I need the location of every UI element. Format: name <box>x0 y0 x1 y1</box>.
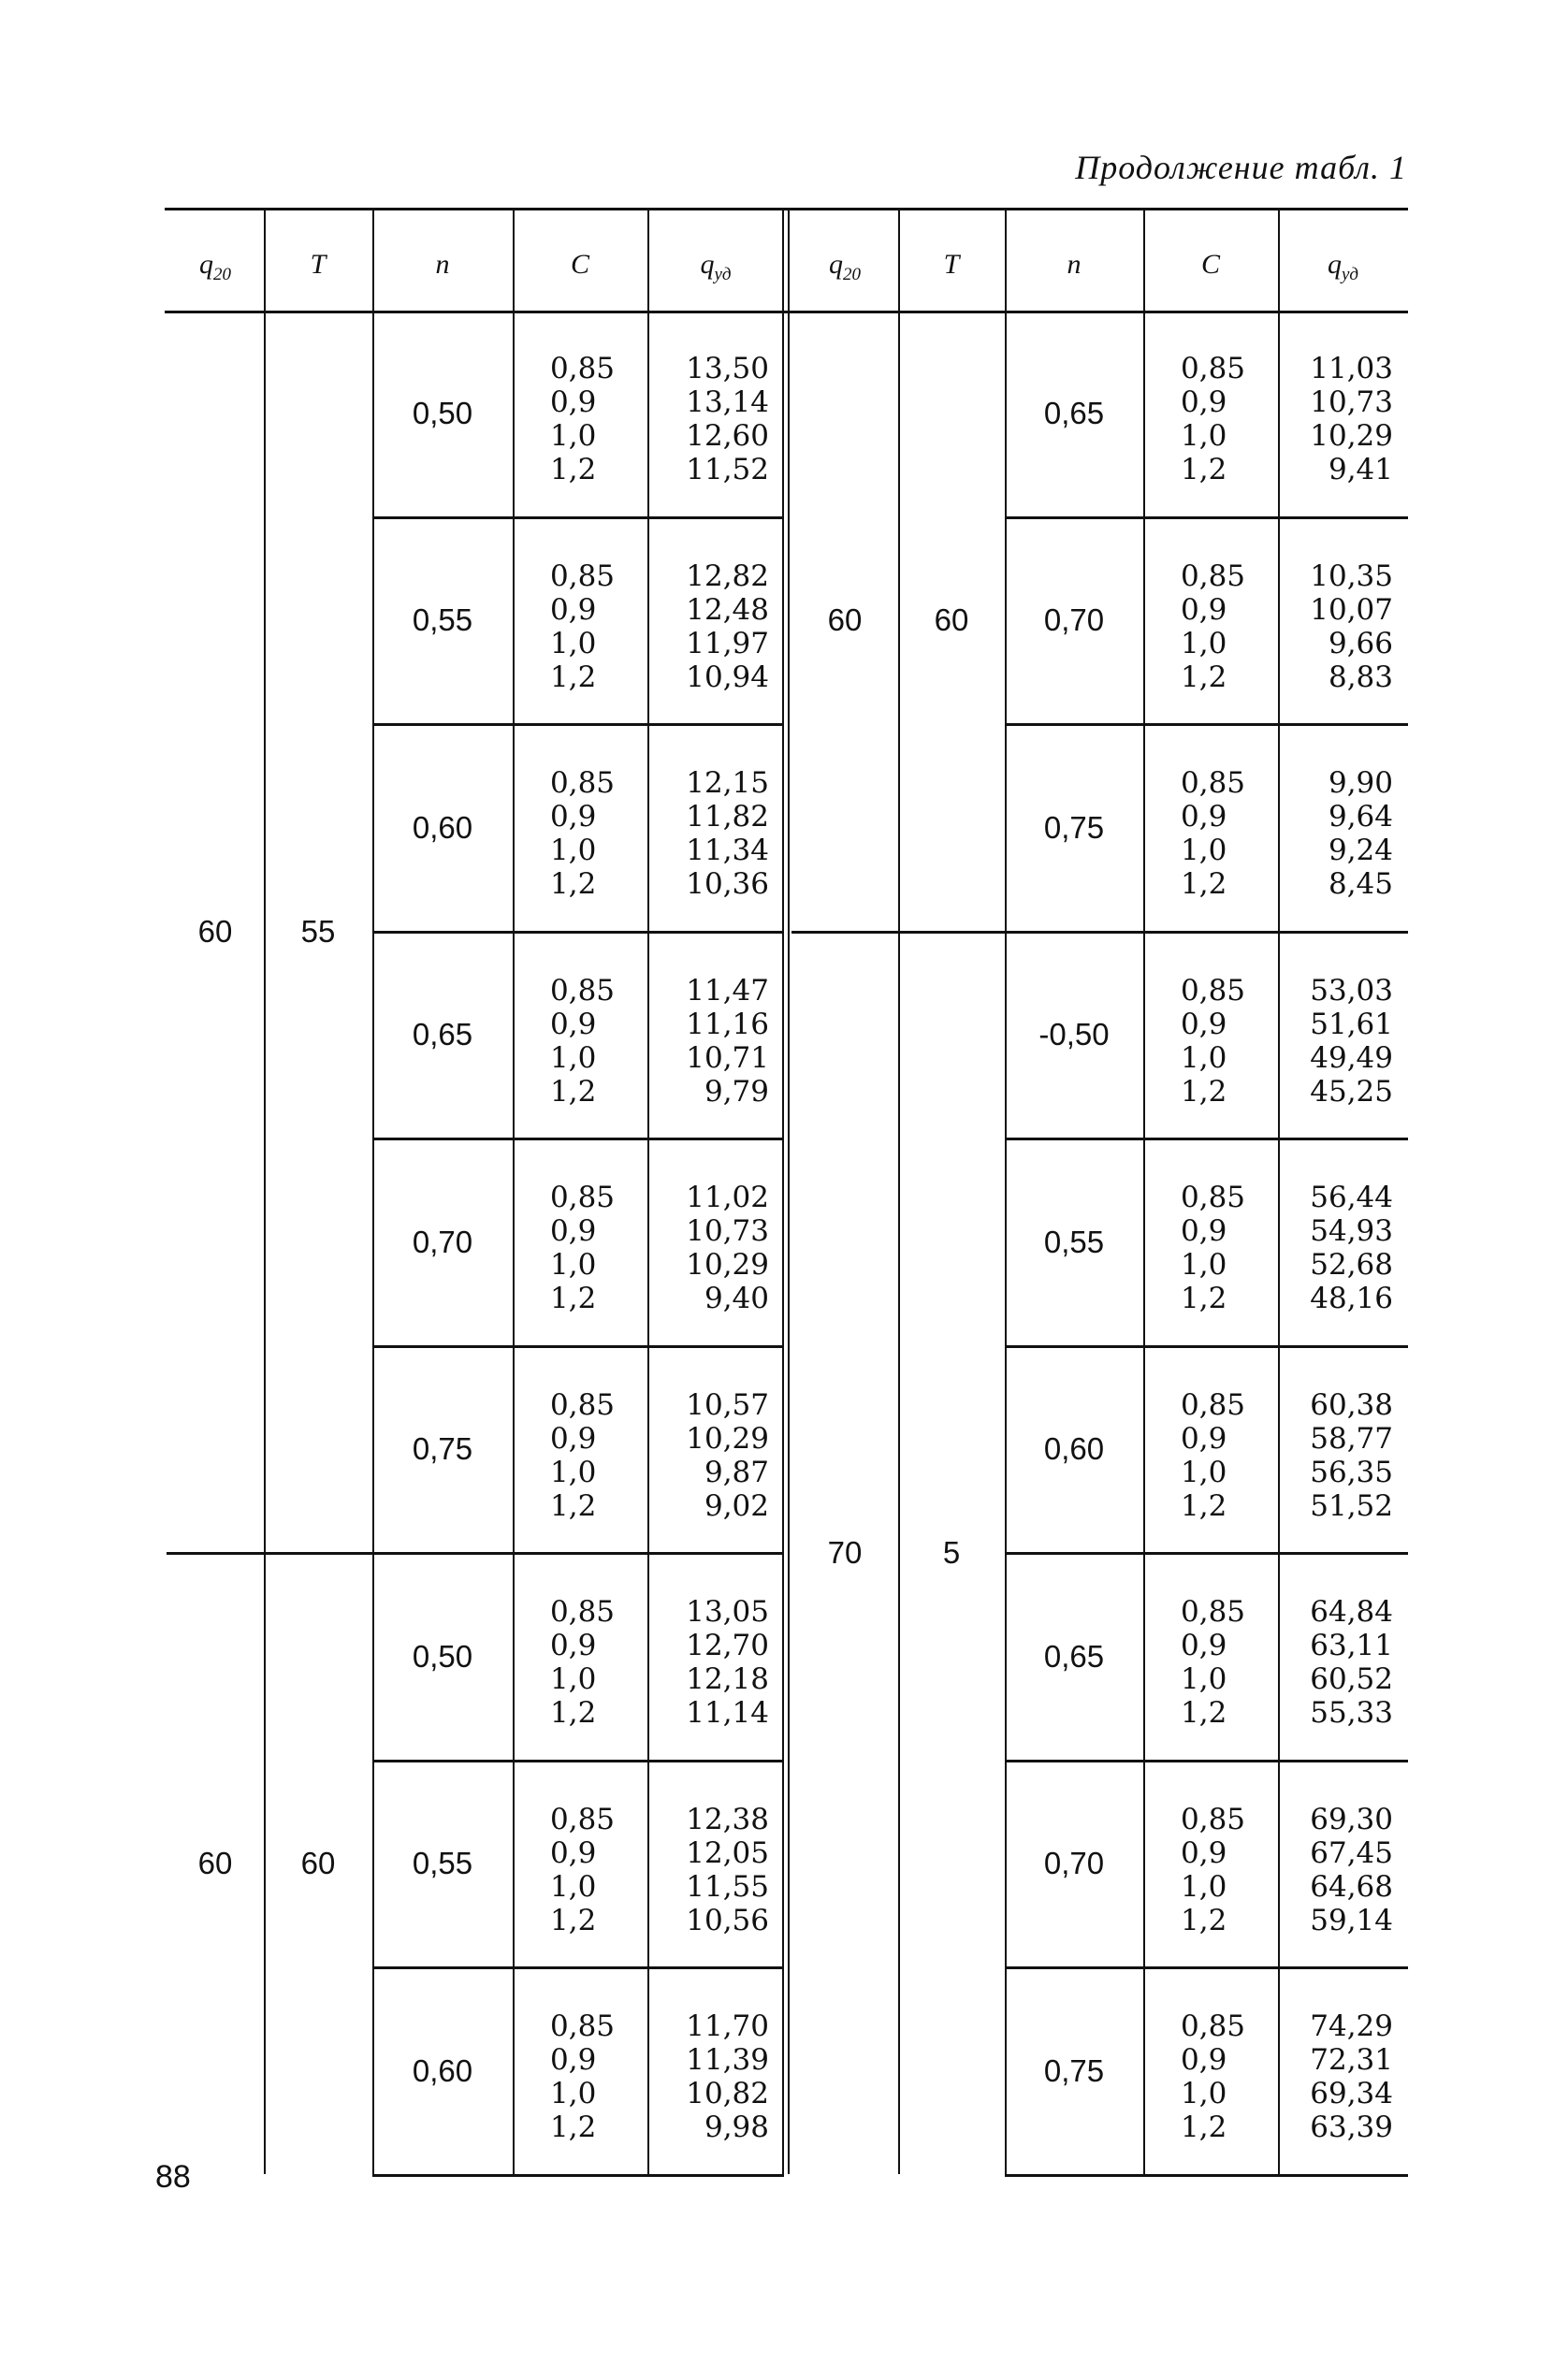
c-value: 1,2 <box>1181 1282 1227 1315</box>
q-value: 11,39 <box>686 2043 769 2077</box>
q-value: 10,35 <box>1310 558 1393 593</box>
q-value: 59,14 <box>1310 1903 1393 1937</box>
c-value: 0,85 <box>550 1595 616 1629</box>
c-value: 0,9 <box>1181 1835 1227 1870</box>
c-value: 1,2 <box>1181 2110 1227 2144</box>
q-value: 52,68 <box>1310 1248 1393 1282</box>
q-value: 12,48 <box>686 592 769 627</box>
c-value: 1,0 <box>550 1662 597 1696</box>
q-value: 11,03 <box>1310 352 1393 385</box>
q-value: 12,15 <box>686 766 769 800</box>
left-c-values <box>550 974 615 1109</box>
left-q-values <box>666 1595 769 1730</box>
q-value: 56,44 <box>1310 1181 1393 1214</box>
c-value: 0,85 <box>550 558 616 593</box>
center-double-rule <box>788 208 790 2174</box>
c-value: 0,9 <box>550 1835 597 1870</box>
row-separator <box>372 723 784 726</box>
right-q20-cell: 70 <box>827 1535 863 1570</box>
c-value: 1,2 <box>1181 1488 1227 1523</box>
c-value: 0,85 <box>1181 1387 1246 1422</box>
c-value: 0,85 <box>1181 352 1246 385</box>
column-header <box>167 249 264 285</box>
right-q-values <box>1297 1181 1393 1315</box>
column-header <box>1005 249 1143 281</box>
q-value: 12,05 <box>686 1835 769 1870</box>
q-value: 10,07 <box>1310 592 1393 627</box>
column-header-symbol: q <box>199 249 213 280</box>
q-value: 11,47 <box>686 973 769 1008</box>
q-value: 67,45 <box>1310 1835 1393 1870</box>
c-value: 1,0 <box>550 2077 597 2110</box>
column-header-symbol: T <box>310 249 327 280</box>
q-value: 13,50 <box>686 352 769 385</box>
q-value: 9,41 <box>1328 453 1393 486</box>
q-value: 49,49 <box>1310 1040 1393 1075</box>
q-value: 12,60 <box>686 419 769 453</box>
q-value: 11,82 <box>686 800 769 834</box>
c-value: 1,0 <box>1181 2077 1227 2110</box>
c-value: 1,2 <box>550 660 597 694</box>
c-value: 1,0 <box>1181 1455 1227 1489</box>
c-value: 1,2 <box>1181 660 1227 694</box>
right-c-values <box>1181 559 1245 694</box>
row-separator <box>372 1760 784 1762</box>
q-value: 10,71 <box>686 1040 769 1075</box>
c-value: 0,85 <box>1181 558 1246 593</box>
c-value: 1,0 <box>550 419 597 453</box>
q-value: 11,16 <box>686 1007 769 1041</box>
left-c-values <box>550 2009 615 2144</box>
left-divider <box>513 208 515 2174</box>
q-value: 64,68 <box>1310 1869 1393 1904</box>
q-value: 11,55 <box>686 1869 769 1904</box>
right-c-values <box>1181 1595 1245 1730</box>
left-q-values <box>666 766 769 901</box>
q-value: 13,14 <box>686 385 769 419</box>
left-t-cell: 60 <box>300 1846 336 1881</box>
q-value: 9,64 <box>1328 800 1393 834</box>
c-value: 1,2 <box>1181 1903 1227 1937</box>
c-value: 1,0 <box>550 1455 597 1489</box>
column-header-subscript: уд <box>1342 265 1358 284</box>
right-c-values <box>1181 1803 1245 1937</box>
column-header-symbol: T <box>943 249 960 280</box>
c-value: 0,9 <box>1181 2043 1227 2077</box>
q-value: 58,77 <box>1310 1421 1393 1456</box>
c-value: 1,0 <box>1181 419 1227 453</box>
left-t-cell: 55 <box>300 913 336 949</box>
right-c-values <box>1181 1388 1245 1523</box>
column-header <box>1143 249 1278 281</box>
right-q-values <box>1297 559 1393 694</box>
page-number: 88 <box>155 2159 191 2195</box>
right-divider <box>1278 208 1280 2174</box>
c-value: 0,9 <box>550 1421 597 1456</box>
q-value: 12,82 <box>686 558 769 593</box>
c-value: 0,85 <box>1181 2009 1246 2043</box>
q-value: 12,70 <box>686 1629 769 1662</box>
q-value: 9,98 <box>704 2110 769 2144</box>
left-q-values <box>666 1388 769 1523</box>
c-value: 0,9 <box>1181 1007 1227 1041</box>
left-q20-cell: 60 <box>197 913 233 949</box>
left-q-values <box>666 1803 769 1937</box>
c-value: 0,85 <box>550 1802 616 1836</box>
right-n-cell: 0,75 <box>1043 2052 1105 2088</box>
c-value: 0,85 <box>550 2009 616 2043</box>
q-value: 10,29 <box>1310 419 1393 453</box>
q-value: 63,11 <box>1310 1629 1393 1662</box>
q-value: 9,40 <box>704 1282 769 1315</box>
q-value: 72,31 <box>1310 2043 1393 2077</box>
c-value: 0,85 <box>1181 1802 1246 1836</box>
c-value: 1,2 <box>1181 453 1227 486</box>
right-t-cell: 60 <box>934 602 969 638</box>
c-value: 1,0 <box>1181 1662 1227 1696</box>
right-c-values <box>1181 974 1245 1109</box>
c-value: 1,2 <box>1181 1696 1227 1730</box>
c-value: 0,9 <box>1181 592 1227 627</box>
bottom-rule <box>1005 2174 1408 2177</box>
column-header <box>791 249 898 285</box>
c-value: 0,9 <box>1181 800 1227 834</box>
q-value: 9,02 <box>704 1488 769 1523</box>
column-header-symbol: q <box>829 249 843 280</box>
column-header <box>513 249 647 281</box>
left-c-values <box>550 1388 615 1523</box>
c-value: 0,9 <box>1181 1629 1227 1662</box>
c-value: 0,9 <box>550 385 597 419</box>
left-q20-cell: 60 <box>197 1846 233 1881</box>
left-q-values <box>666 2009 769 2144</box>
left-n-cell: 0,60 <box>412 2052 473 2088</box>
c-value: 1,2 <box>550 2110 597 2144</box>
c-value: 0,85 <box>1181 1181 1246 1214</box>
top-rule <box>165 208 1408 210</box>
q-value: 13,05 <box>686 1595 769 1629</box>
right-n-cell: 0,70 <box>1043 1846 1105 1881</box>
row-separator <box>1005 516 1408 519</box>
q-value: 10,73 <box>1310 385 1393 419</box>
column-header <box>647 249 784 285</box>
right-n-cell: 0,75 <box>1043 809 1105 845</box>
row-separator <box>372 1345 784 1348</box>
c-value: 1,0 <box>1181 1040 1227 1075</box>
left-n-cell: 0,55 <box>412 602 473 638</box>
group-separator <box>167 1552 784 1555</box>
q-value: 10,36 <box>686 867 769 901</box>
q-value: 69,30 <box>1310 1802 1393 1836</box>
q-value: 60,52 <box>1310 1662 1393 1696</box>
column-header-symbol: C <box>570 249 589 280</box>
q-value: 10,94 <box>686 660 769 694</box>
row-separator <box>372 931 784 934</box>
left-n-cell: 0,70 <box>412 1224 473 1259</box>
q-value: 69,34 <box>1310 2077 1393 2110</box>
bottom-rule <box>372 2174 784 2177</box>
c-value: 1,0 <box>550 1248 597 1282</box>
left-n-cell: 0,50 <box>412 1638 473 1674</box>
q-value: 48,16 <box>1310 1282 1393 1315</box>
q-value: 10,57 <box>686 1387 769 1422</box>
row-separator <box>372 1966 784 1969</box>
c-value: 0,9 <box>550 1629 597 1662</box>
column-header <box>898 249 1005 281</box>
c-value: 0,9 <box>550 1007 597 1041</box>
q-value: 56,35 <box>1310 1455 1393 1489</box>
q-value: 10,73 <box>686 1214 769 1248</box>
c-value: 1,0 <box>550 1869 597 1904</box>
q-value: 8,83 <box>1328 660 1393 694</box>
c-value: 1,0 <box>1181 1869 1227 1904</box>
row-separator <box>1005 1345 1408 1348</box>
q-value: 9,90 <box>1328 766 1393 800</box>
column-header <box>1278 249 1408 285</box>
row-separator <box>372 516 784 519</box>
q-value: 11,14 <box>686 1696 769 1730</box>
q-value: 10,82 <box>686 2077 769 2110</box>
column-header <box>264 249 372 281</box>
c-value: 0,85 <box>550 973 616 1008</box>
row-separator <box>1005 1760 1408 1762</box>
left-n-cell: 0,55 <box>412 1846 473 1881</box>
c-value: 0,9 <box>1181 385 1227 419</box>
right-divider <box>1143 208 1145 2174</box>
c-value: 0,9 <box>550 1214 597 1248</box>
right-n-cell: 0,65 <box>1043 395 1105 430</box>
row-separator <box>372 1138 784 1140</box>
row-separator <box>1005 723 1408 726</box>
q-value: 12,38 <box>686 1802 769 1836</box>
center-double-rule <box>782 208 784 2174</box>
c-value: 1,2 <box>550 867 597 901</box>
q-value: 9,79 <box>704 1074 769 1109</box>
column-header-symbol: n <box>435 249 450 280</box>
q-value: 54,93 <box>1310 1214 1393 1248</box>
q-value: 10,56 <box>686 1903 769 1937</box>
group-separator <box>791 931 1408 934</box>
q-value: 8,45 <box>1328 867 1393 901</box>
left-n-cell: 0,60 <box>412 809 473 845</box>
q-value: 10,29 <box>686 1248 769 1282</box>
left-q-values <box>666 1181 769 1315</box>
right-q-values <box>1297 1388 1393 1523</box>
right-n-cell: 0,60 <box>1043 1431 1105 1467</box>
right-c-values <box>1181 766 1245 901</box>
right-n-cell: -0,50 <box>1038 1017 1110 1052</box>
left-q-values <box>666 974 769 1109</box>
right-n-cell: 0,65 <box>1043 1638 1105 1674</box>
c-value: 0,85 <box>1181 973 1246 1008</box>
c-value: 0,9 <box>550 592 597 627</box>
q-value: 9,87 <box>704 1455 769 1489</box>
left-c-values <box>550 766 615 901</box>
right-n-cell: 0,55 <box>1043 1224 1105 1259</box>
q-value: 74,29 <box>1310 2009 1393 2043</box>
left-c-values <box>550 1181 615 1315</box>
row-separator <box>1005 1138 1408 1140</box>
column-header-subscript: 20 <box>843 265 861 284</box>
c-value: 0,9 <box>550 2043 597 2077</box>
q-value: 12,18 <box>686 1662 769 1696</box>
q-value: 45,25 <box>1310 1074 1393 1109</box>
right-q-values <box>1297 1803 1393 1937</box>
left-q-values <box>666 559 769 694</box>
q-value: 11,97 <box>686 626 769 660</box>
row-separator <box>1005 1552 1408 1555</box>
right-q-values <box>1297 766 1393 901</box>
c-value: 0,9 <box>1181 1214 1227 1248</box>
column-header-subscript: уд <box>714 265 732 284</box>
q-value: 11,70 <box>686 2009 769 2043</box>
table-caption: Продолжение табл. 1 <box>1075 149 1407 186</box>
q-value: 11,02 <box>686 1181 769 1214</box>
c-value: 1,0 <box>550 626 597 660</box>
q-value: 9,24 <box>1328 834 1393 867</box>
right-q20-cell: 60 <box>827 602 863 638</box>
left-c-values <box>550 559 615 694</box>
c-value: 0,85 <box>1181 766 1246 800</box>
column-header-subscript: 20 <box>213 265 231 284</box>
right-q-values <box>1297 974 1393 1109</box>
q-value: 11,34 <box>686 834 769 867</box>
q-value: 51,61 <box>1310 1007 1393 1041</box>
right-q-values <box>1297 2009 1393 2144</box>
column-header-symbol: n <box>1067 249 1082 280</box>
column-header-symbol: q <box>700 249 715 280</box>
q-value: 64,84 <box>1310 1595 1393 1629</box>
q-value: 63,39 <box>1310 2110 1393 2144</box>
q-value: 11,52 <box>686 453 769 486</box>
column-header-symbol: C <box>1200 249 1220 280</box>
c-value: 1,0 <box>550 834 597 867</box>
right-divider <box>898 208 900 2174</box>
c-value: 1,0 <box>550 1040 597 1075</box>
c-value: 0,9 <box>550 800 597 834</box>
left-c-values <box>550 1595 615 1730</box>
left-c-values <box>550 352 615 486</box>
right-c-values <box>1181 2009 1245 2144</box>
q-value: 51,52 <box>1310 1488 1393 1523</box>
right-c-values <box>1181 352 1245 486</box>
c-value: 1,2 <box>1181 1074 1227 1109</box>
right-q-values <box>1297 1595 1393 1730</box>
left-n-cell: 0,50 <box>412 395 473 430</box>
q-value: 10,29 <box>686 1421 769 1456</box>
q-value: 55,33 <box>1310 1696 1393 1730</box>
right-q-values <box>1297 352 1393 486</box>
c-value: 1,2 <box>550 1282 597 1315</box>
left-divider <box>647 208 649 2174</box>
c-value: 1,0 <box>1181 1248 1227 1282</box>
column-header-symbol: q <box>1328 249 1342 280</box>
c-value: 0,85 <box>550 1387 616 1422</box>
column-header <box>372 249 513 281</box>
row-separator <box>1005 1966 1408 1969</box>
q-value: 60,38 <box>1310 1387 1393 1422</box>
left-q-values <box>666 352 769 486</box>
c-value: 1,2 <box>550 1488 597 1523</box>
c-value: 0,85 <box>550 352 616 385</box>
c-value: 1,0 <box>1181 626 1227 660</box>
c-value: 1,0 <box>1181 834 1227 867</box>
left-n-cell: 0,65 <box>412 1017 473 1052</box>
right-t-cell: 5 <box>942 1535 961 1570</box>
c-value: 0,85 <box>550 1181 616 1214</box>
c-value: 1,2 <box>550 453 597 486</box>
c-value: 1,2 <box>550 1074 597 1109</box>
c-value: 1,2 <box>550 1903 597 1937</box>
q-value: 9,66 <box>1328 626 1393 660</box>
c-value: 1,2 <box>1181 867 1227 901</box>
c-value: 1,2 <box>550 1696 597 1730</box>
q-value: 53,03 <box>1310 973 1393 1008</box>
left-c-values <box>550 1803 615 1937</box>
left-n-cell: 0,75 <box>412 1431 473 1467</box>
right-c-values <box>1181 1181 1245 1315</box>
c-value: 0,85 <box>550 766 616 800</box>
c-value: 0,85 <box>1181 1595 1246 1629</box>
c-value: 0,9 <box>1181 1421 1227 1456</box>
right-n-cell: 0,70 <box>1043 602 1105 638</box>
header-bottom-rule <box>165 311 1408 313</box>
